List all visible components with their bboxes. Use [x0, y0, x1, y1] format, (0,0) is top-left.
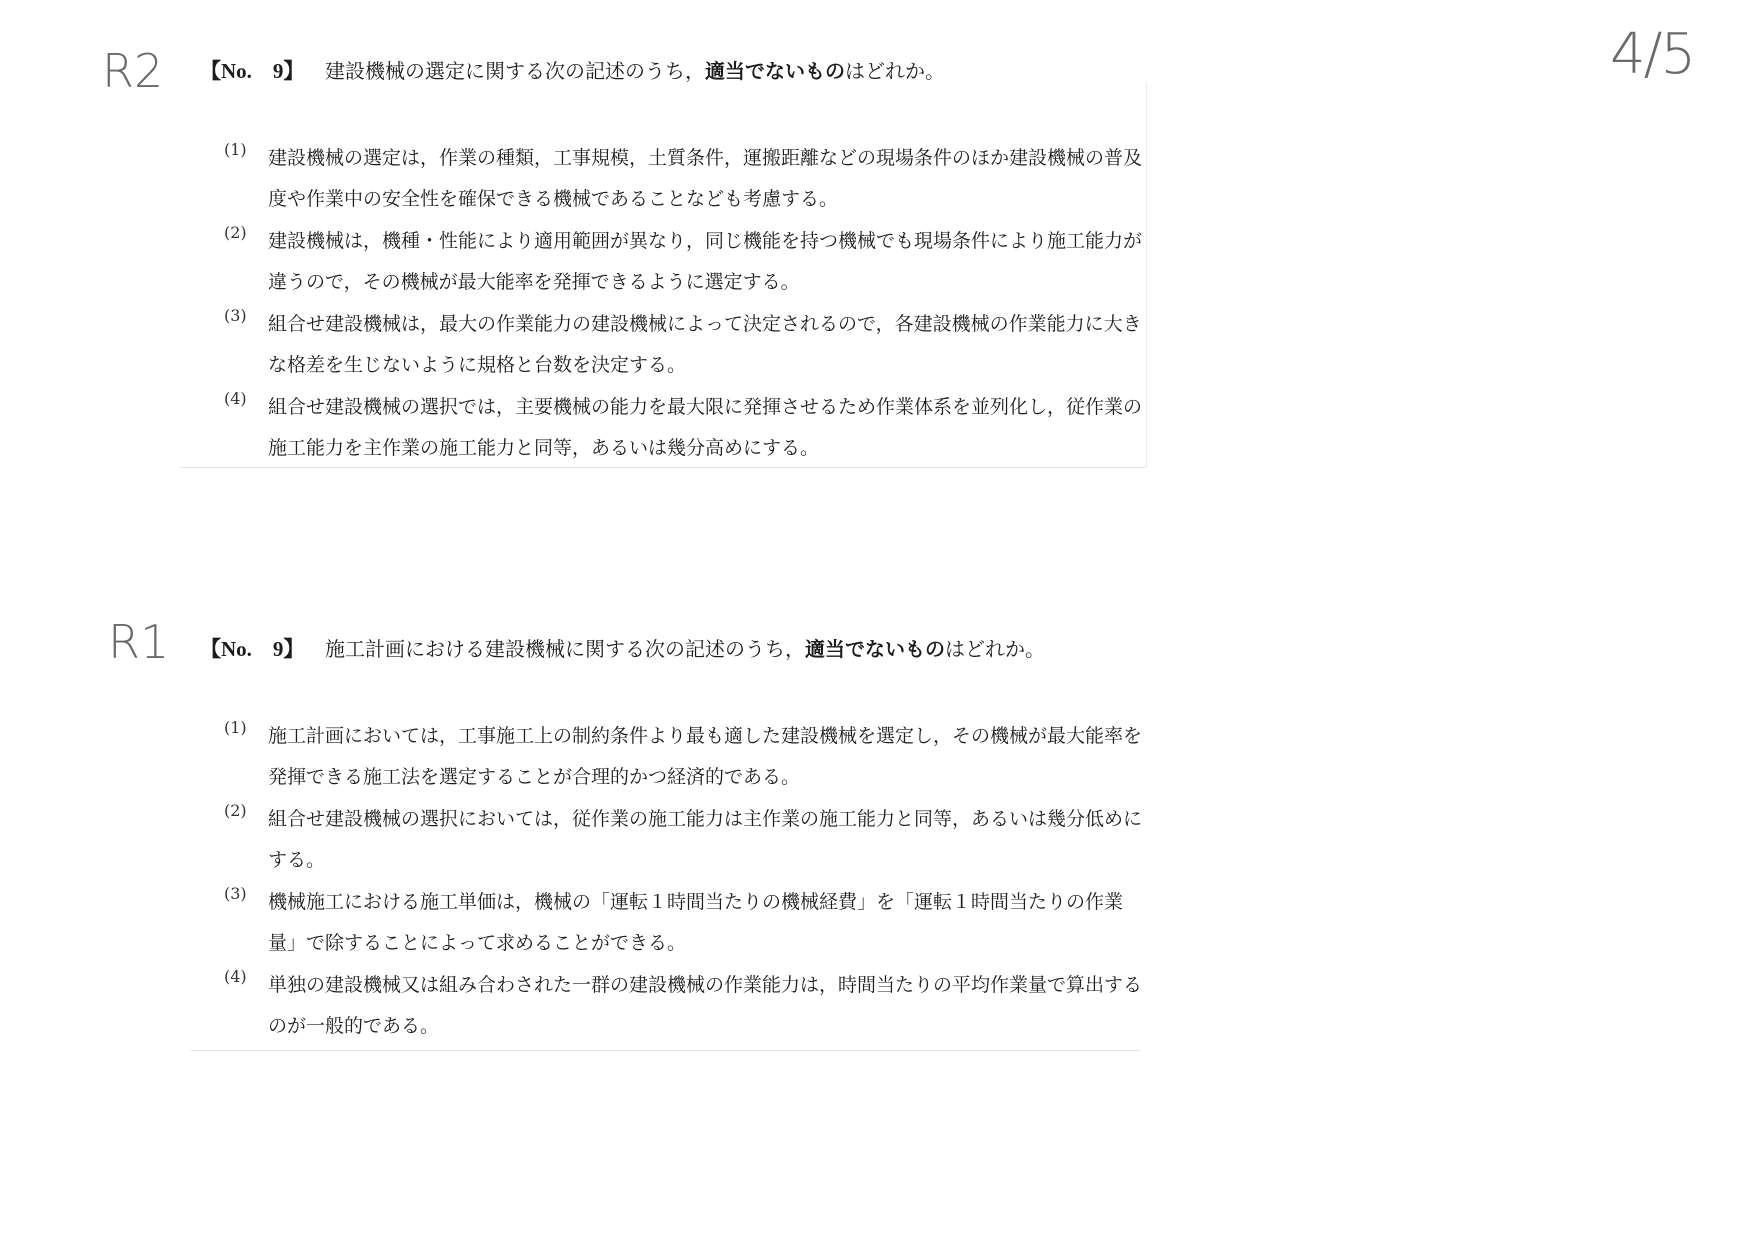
choice-number: (4): [224, 967, 247, 986]
scan-edge-line: [1146, 82, 1147, 467]
choice-item: [224, 882, 1144, 964]
choice-text: 建設機械は，機種・性能により適用範囲が異なり，同じ機能を持つ機械でも現場条件により施工能力が違うので，その機械が最大能率を発揮できるように選定する。: [268, 230, 1143, 293]
choice-item: [224, 716, 1144, 798]
choice-number: (2): [224, 223, 247, 242]
choice-text: 組合せ建設機械の選択においては，従作業の施工能力は主作業の施工能力と同等，あるいは幾分低めにする。: [268, 808, 1143, 871]
choice-text: 単独の建設機械又は組み合わされた一群の建設機械の作業能力は，時間当たりの平均作業量で算出するのが一般的である。: [268, 974, 1143, 1037]
choice-number: (2): [224, 801, 247, 820]
scan-edge-line: [190, 1050, 1140, 1051]
page-number-mark: 4/5: [1610, 22, 1695, 87]
choice-number: (4): [224, 389, 247, 408]
choice-item: [224, 799, 1144, 881]
choice-text: 組合せ建設機械は，最大の作業能力の建設機械によって決定されるので，各建設機械の作業能力に大きな格差を生じないように規格と台数を決定する。: [268, 313, 1142, 376]
choice-text: 組合せ建設機械の選択では，主要機械の能力を最大限に発揮させるため作業体系を並列化し，従作業の施工能力を主作業の施工能力と同等，あるいは幾分高めにする。: [268, 396, 1143, 459]
choice-item: [224, 965, 1144, 1047]
choice-number: (3): [224, 306, 247, 325]
choice-number: (3): [224, 884, 247, 903]
question-prompt-emphasis: 適当でないもの: [805, 637, 945, 661]
question-header: [200, 636, 1045, 662]
question-prompt: 施工計画における建設機械に関する次の記述のうち，: [325, 637, 805, 661]
choice-text: 機械施工における施工単価は，機械の「運転１時間当たりの機械経費」を「運転１時間当たりの作業量」で除することによって求めることができる。: [268, 891, 1124, 954]
choice-text: 建設機械の選定は，作業の種類，工事規模，土質条件，運搬距離などの現場条件のほか建設機械の普及度や作業中の安全性を確保できる機械であることなども考慮する。: [268, 147, 1143, 210]
choice-list: [224, 716, 1144, 1048]
choice-number: (1): [224, 718, 247, 737]
question-prompt-end: はどれか。: [845, 59, 945, 83]
choice-number: (1): [224, 140, 247, 159]
year-label-r1: R1: [108, 615, 170, 669]
choice-item: [224, 221, 1144, 303]
question-prompt-emphasis: 適当でないもの: [705, 59, 845, 83]
choice-list: [224, 138, 1144, 470]
question-prompt-end: はどれか。: [945, 637, 1045, 661]
question-number: 【No. 9】: [200, 637, 305, 661]
year-label-r2: R2: [102, 44, 164, 98]
choice-item: [224, 138, 1144, 220]
choice-item: [224, 387, 1144, 469]
choice-item: [224, 304, 1144, 386]
question-number: 【No. 9】: [200, 59, 305, 83]
question-header: [200, 58, 945, 84]
question-prompt: 建設機械の選定に関する次の記述のうち，: [325, 59, 705, 83]
choice-text: 施工計画においては，工事施工上の制約条件より最も適した建設機械を選定し，その機械が最大能率を発揮できる施工法を選定することが合理的かつ経済的である。: [268, 725, 1143, 788]
